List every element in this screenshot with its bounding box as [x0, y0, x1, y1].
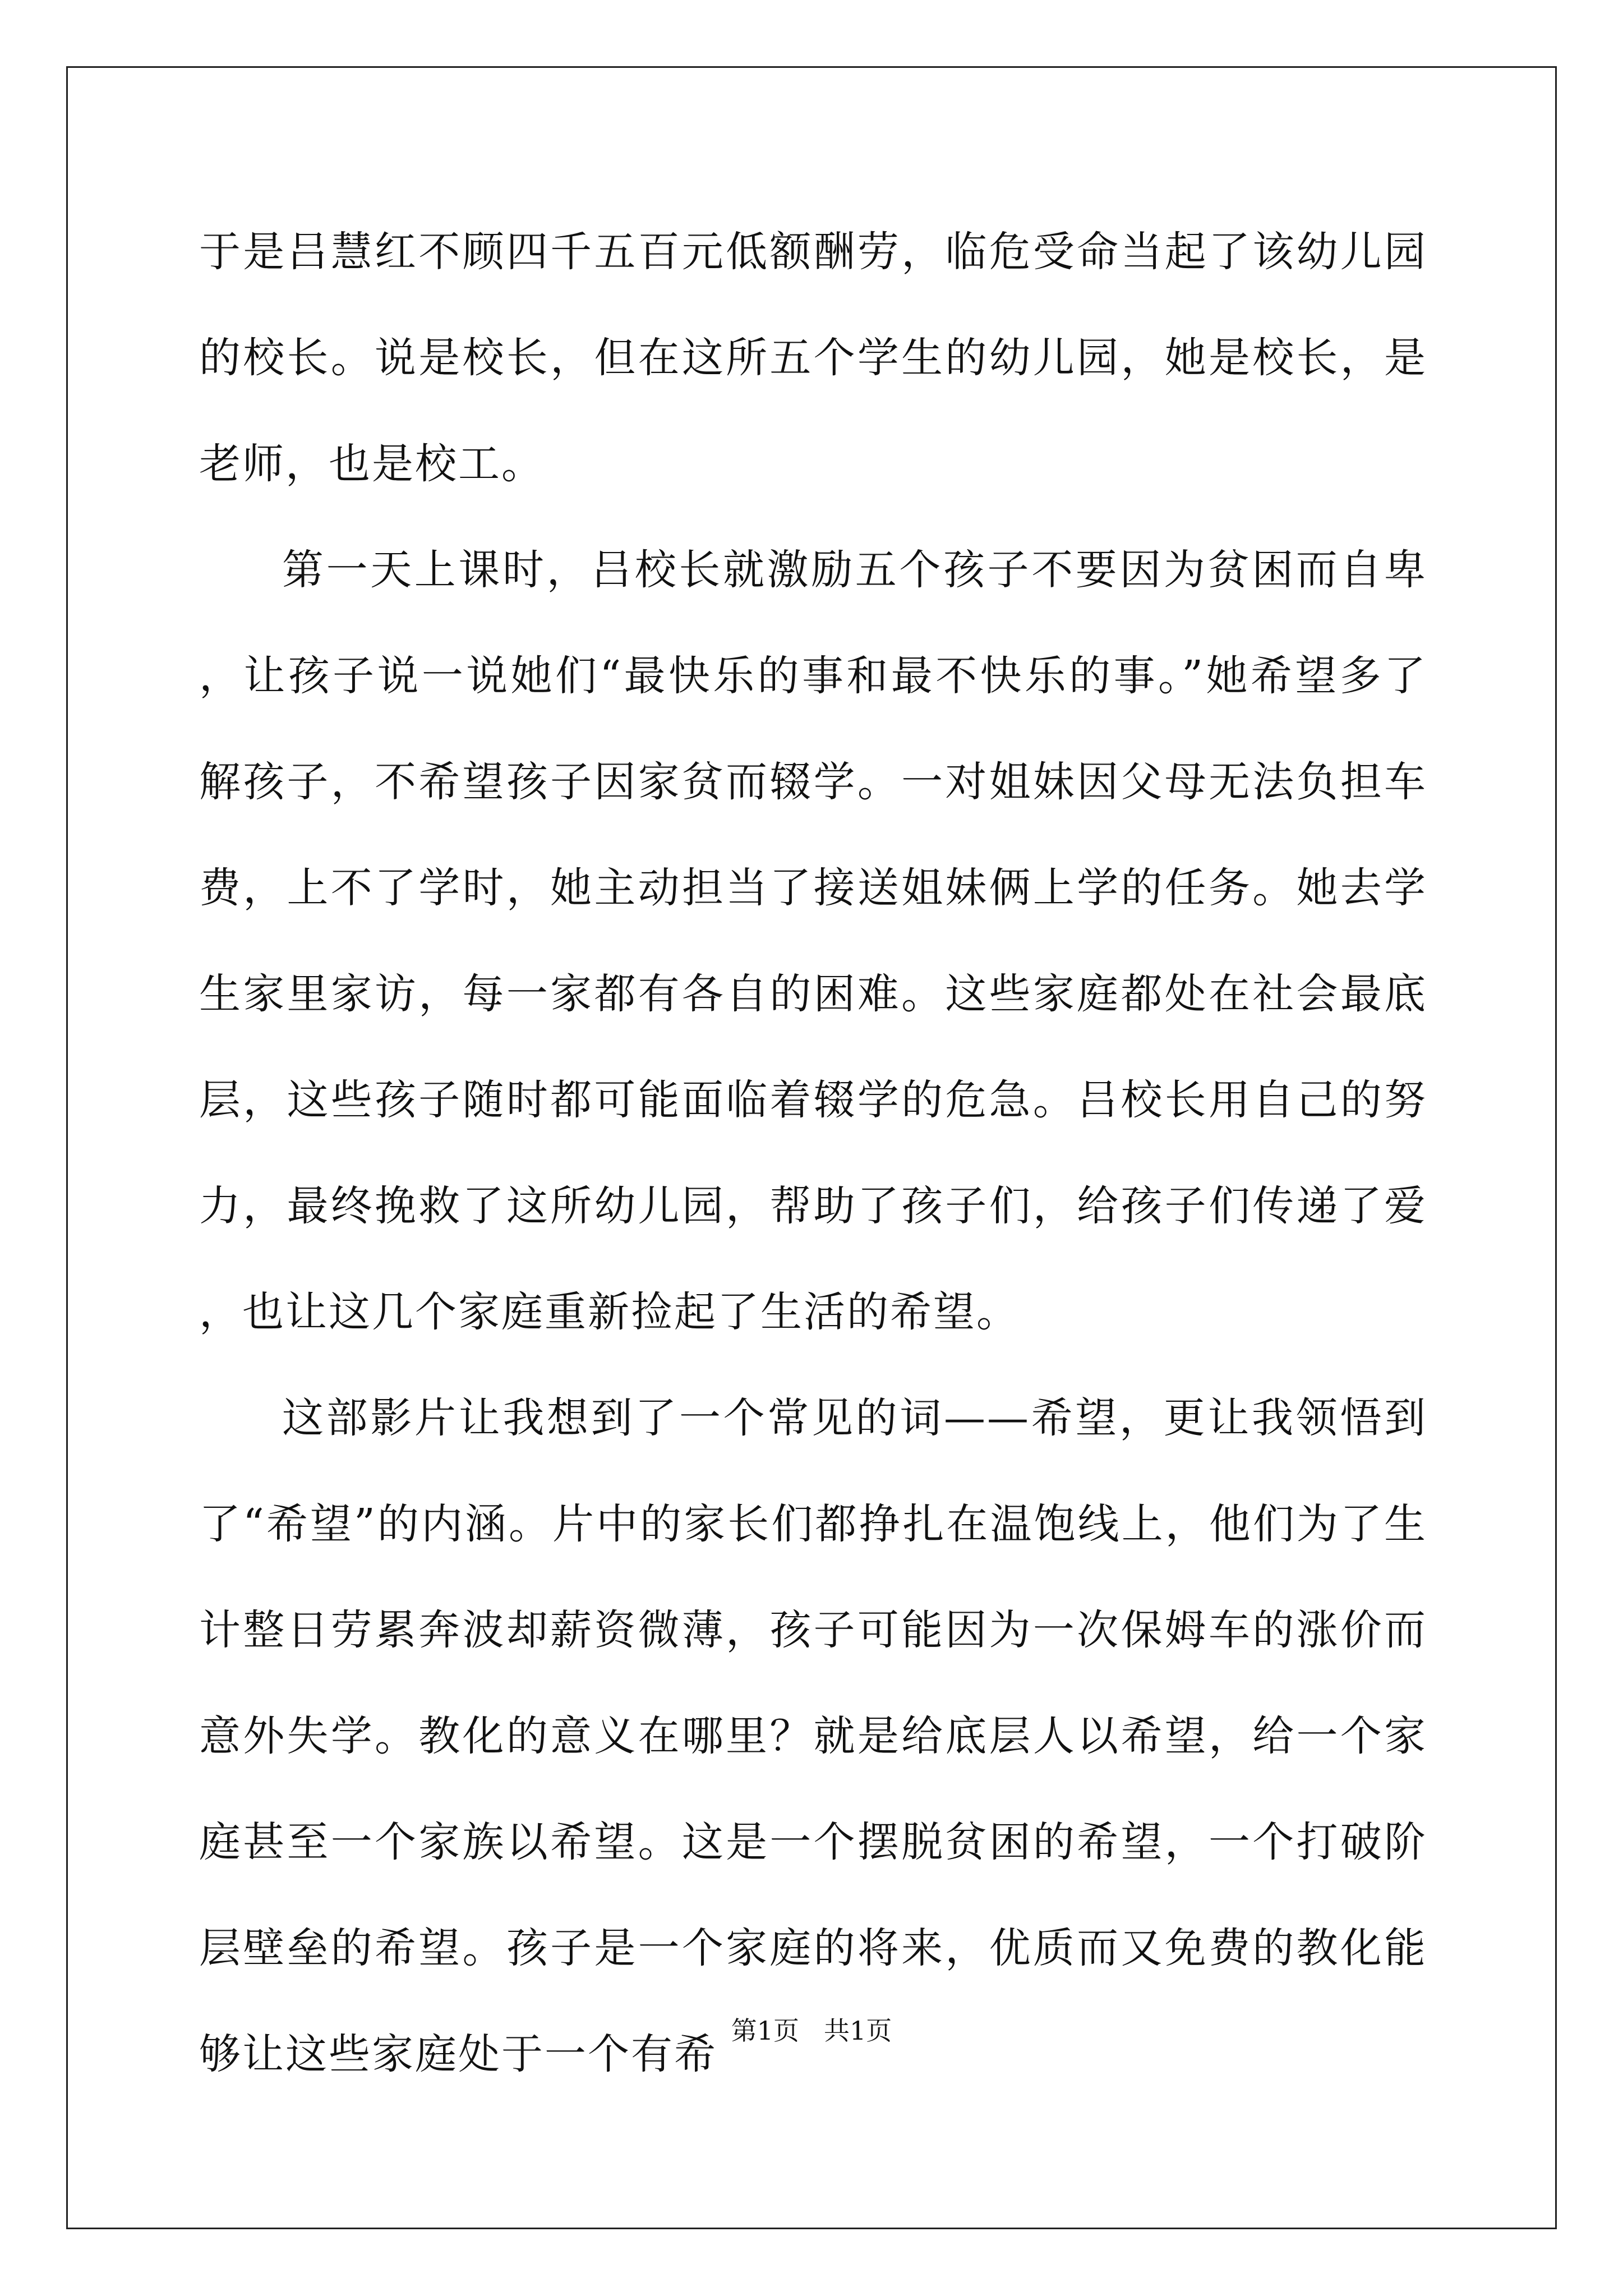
page-footer [0, 2014, 1623, 2047]
footer-spacer [799, 2016, 824, 2046]
paragraph-3: 这部影片让我想到了一个常见的词——希望，更让我领悟到了“希望”的内涵。片中的家长们都挣扎在温饱线上，他们为了生计整日劳累奔波却薪资微薄，孩子可能因为一次保姆车的涨价而意外失学。教化的意义在哪里？就是给底层人以希望，给一个家庭甚至一个家族以希望。这是一个摆脱贫困的希望，一个打破阶层壁垒的希望。孩子是一个家庭的将来，优质而又免费的教化能够让这些家庭处于一个有希 [199, 1394, 1427, 2078]
paragraph-2: 第一天上课时，吕校长就激励五个孩子不要因为贫困而自卑，让孩子说一说她们“最快乐的事和最不快乐的事。”她希望多了解孩子，不希望孩子因家贫而辍学。一对姐妹因父母无法负担车费，上不了学时，她主动担当了接送姐妹俩上学的任务。她去学生家里家访，每一家都有各自的困难。这些家庭都处在社会最底层，这些孩子随时都可能面临着辍学的危急。吕校长用自己的努力，最终挽救了这所幼儿园，帮助了孩子们，给孩子们传递了爱，也让这几个家庭重新捡起了生活的希望。 [199, 546, 1427, 1336]
page-number: 第1页 [731, 2016, 800, 2046]
paragraph-1: 于是吕慧红不顾四千五百元低额酬劳，临危受命当起了该幼儿园的校长。说是校长，但在这所五个学生的幼儿园，她是校长，是老师，也是校工。 [199, 228, 1427, 488]
page-total: 共1页 [823, 2016, 892, 2046]
